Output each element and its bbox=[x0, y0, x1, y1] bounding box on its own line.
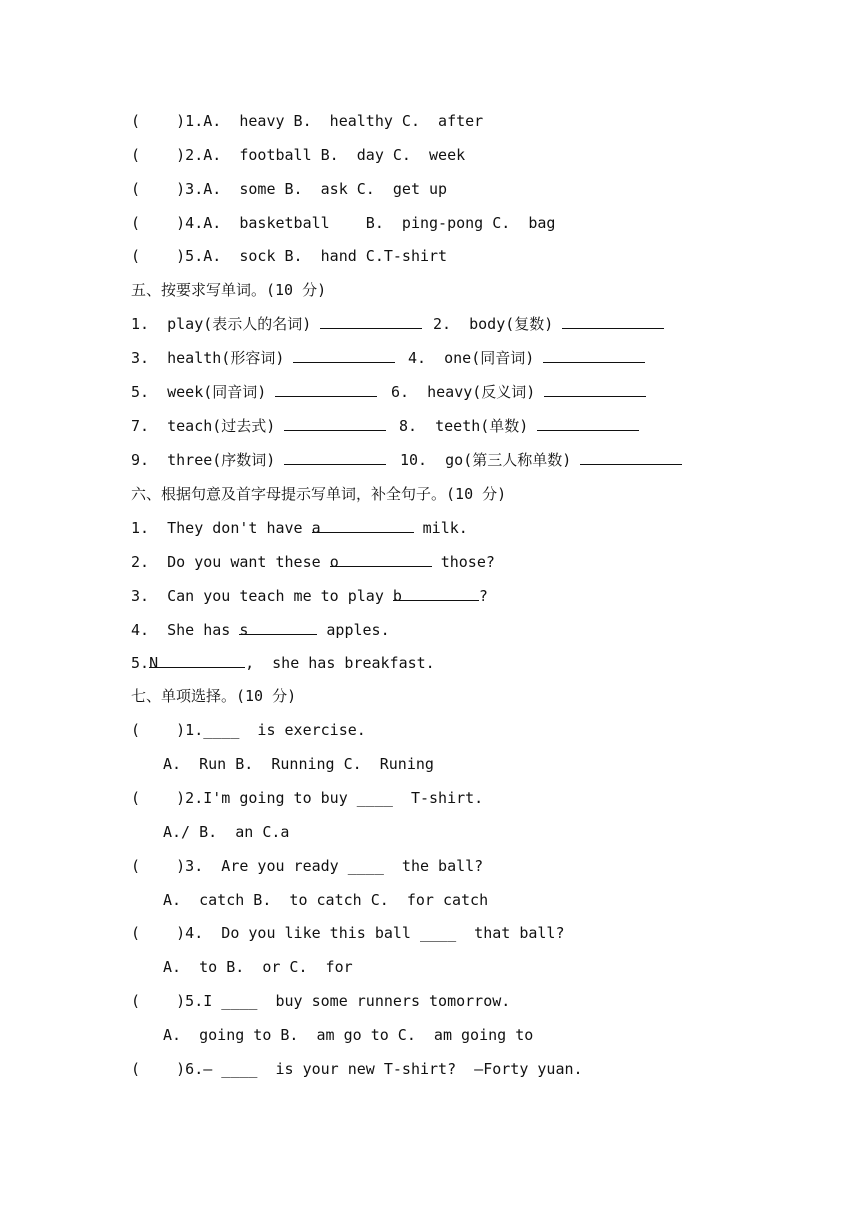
sec5-item-2 bbox=[433, 314, 664, 334]
sec6-item-3-text: 3. Can you teach me to play bbox=[131, 587, 393, 605]
sec5-item-8-label: 8. teeth(单数) bbox=[399, 417, 529, 435]
sec6-item-4-tail: apples. bbox=[317, 621, 390, 639]
q4-item-3: ( )3.A. some B. ask C. get up bbox=[131, 180, 448, 198]
sec5-item-7-label: 7. teach(过去式) bbox=[131, 417, 276, 435]
sec6-item-5-tail: , she has breakfast. bbox=[245, 654, 435, 672]
sec5-item-4 bbox=[408, 348, 645, 368]
sec5-item-1-label: 1. play(表示人的名词) bbox=[131, 315, 312, 333]
hint-letter: a bbox=[311, 519, 321, 537]
sec7-q6: ( )6.— ____ is your new T-shirt? —Forty yuan. bbox=[131, 1060, 583, 1078]
answer-blank[interactable] bbox=[311, 518, 414, 537]
sec6-item-3 bbox=[131, 586, 488, 606]
sec6-item-3-tail: ? bbox=[478, 587, 488, 605]
q4-item-4: ( )4.A. basketball B. ping-pong C. bag bbox=[131, 214, 556, 232]
sec7-q2: ( )2.I'm going to buy ____ T-shirt. bbox=[131, 789, 484, 807]
sec7-q3: ( )3. Are you ready ____ the ball? bbox=[131, 857, 484, 875]
section-5-title: 五、按要求写单词。(10 分) bbox=[131, 281, 327, 299]
sec5-item-1 bbox=[131, 314, 422, 334]
answer-blank[interactable] bbox=[544, 382, 646, 397]
answer-blank[interactable] bbox=[320, 314, 422, 329]
sec6-item-1-tail: milk. bbox=[413, 519, 468, 537]
sec6-item-2-tail: those? bbox=[431, 553, 495, 571]
sec6-item-1-text: 1. They don't have bbox=[131, 519, 312, 537]
sec5-item-8 bbox=[399, 416, 639, 436]
sec5-item-9 bbox=[131, 450, 386, 470]
sec7-q3-options: A. catch B. to catch C. for catch bbox=[163, 891, 489, 909]
sec7-q1: ( )1.____ is exercise. bbox=[131, 721, 366, 739]
answer-blank[interactable] bbox=[284, 416, 386, 431]
answer-blank[interactable] bbox=[149, 653, 245, 672]
sec5-item-3 bbox=[131, 348, 395, 368]
sec5-item-3-label: 3. health(形容词) bbox=[131, 349, 285, 367]
sec7-q5: ( )5.I ____ buy some runners tomorrow. bbox=[131, 992, 511, 1010]
sec6-item-2 bbox=[131, 552, 495, 572]
sec7-q2-options: A./ B. an C.a bbox=[163, 823, 290, 841]
hint-letter: s bbox=[239, 621, 249, 639]
sec7-q1-options: A. Run B. Running C. Runing bbox=[163, 755, 434, 773]
sec5-item-6-label: 6. heavy(反义词) bbox=[391, 383, 536, 401]
sec7-q5-options: A. going to B. am go to C. am going to bbox=[163, 1026, 534, 1044]
q4-item-1: ( )1.A. heavy B. healthy C. after bbox=[131, 112, 484, 130]
section-7-title: 七、单项选择。(10 分) bbox=[131, 687, 297, 705]
answer-blank[interactable] bbox=[562, 314, 664, 329]
sec6-item-1 bbox=[131, 518, 468, 538]
sec5-item-10 bbox=[400, 450, 682, 470]
hint-letter: b bbox=[392, 587, 402, 605]
answer-blank[interactable] bbox=[392, 586, 479, 605]
answer-blank[interactable] bbox=[580, 450, 682, 465]
q4-item-5: ( )5.A. sock B. hand C.T-shirt bbox=[131, 247, 448, 265]
sec5-item-4-label: 4. one(同音词) bbox=[408, 349, 535, 367]
sec5-item-5 bbox=[131, 382, 377, 402]
answer-blank[interactable] bbox=[543, 348, 645, 363]
answer-blank[interactable] bbox=[284, 450, 386, 465]
sec5-item-6 bbox=[391, 382, 646, 402]
sec5-item-5-label: 5. week(同音词) bbox=[131, 383, 267, 401]
sec5-item-10-label: 10. go(第三人称单数) bbox=[400, 451, 572, 469]
sec7-q4-options: A. to B. or C. for bbox=[163, 958, 353, 976]
sec5-item-9-label: 9. three(序数词) bbox=[131, 451, 276, 469]
sec6-item-5 bbox=[131, 653, 435, 673]
hint-letter: o bbox=[329, 553, 339, 571]
sec6-item-4 bbox=[131, 620, 390, 640]
sec5-item-7 bbox=[131, 416, 386, 436]
sec6-item-4-text: 4. She has bbox=[131, 621, 240, 639]
answer-blank[interactable] bbox=[239, 620, 317, 639]
sec7-q4: ( )4. Do you like this ball ____ that ball? bbox=[131, 924, 565, 942]
sec5-item-2-label: 2. body(复数) bbox=[433, 315, 554, 333]
sec6-item-2-text: 2. Do you want these bbox=[131, 553, 330, 571]
answer-blank[interactable] bbox=[293, 348, 395, 363]
sec6-item-5-text: 5. bbox=[131, 654, 150, 672]
hint-letter: N bbox=[149, 654, 159, 672]
answer-blank[interactable] bbox=[275, 382, 377, 397]
section-6-title: 六、根据句意及首字母提示写单词，补全句子。(10 分) bbox=[131, 485, 507, 503]
answer-blank[interactable] bbox=[537, 416, 639, 431]
answer-blank[interactable] bbox=[329, 552, 432, 571]
q4-item-2: ( )2.A. football B. day C. week bbox=[131, 146, 466, 164]
